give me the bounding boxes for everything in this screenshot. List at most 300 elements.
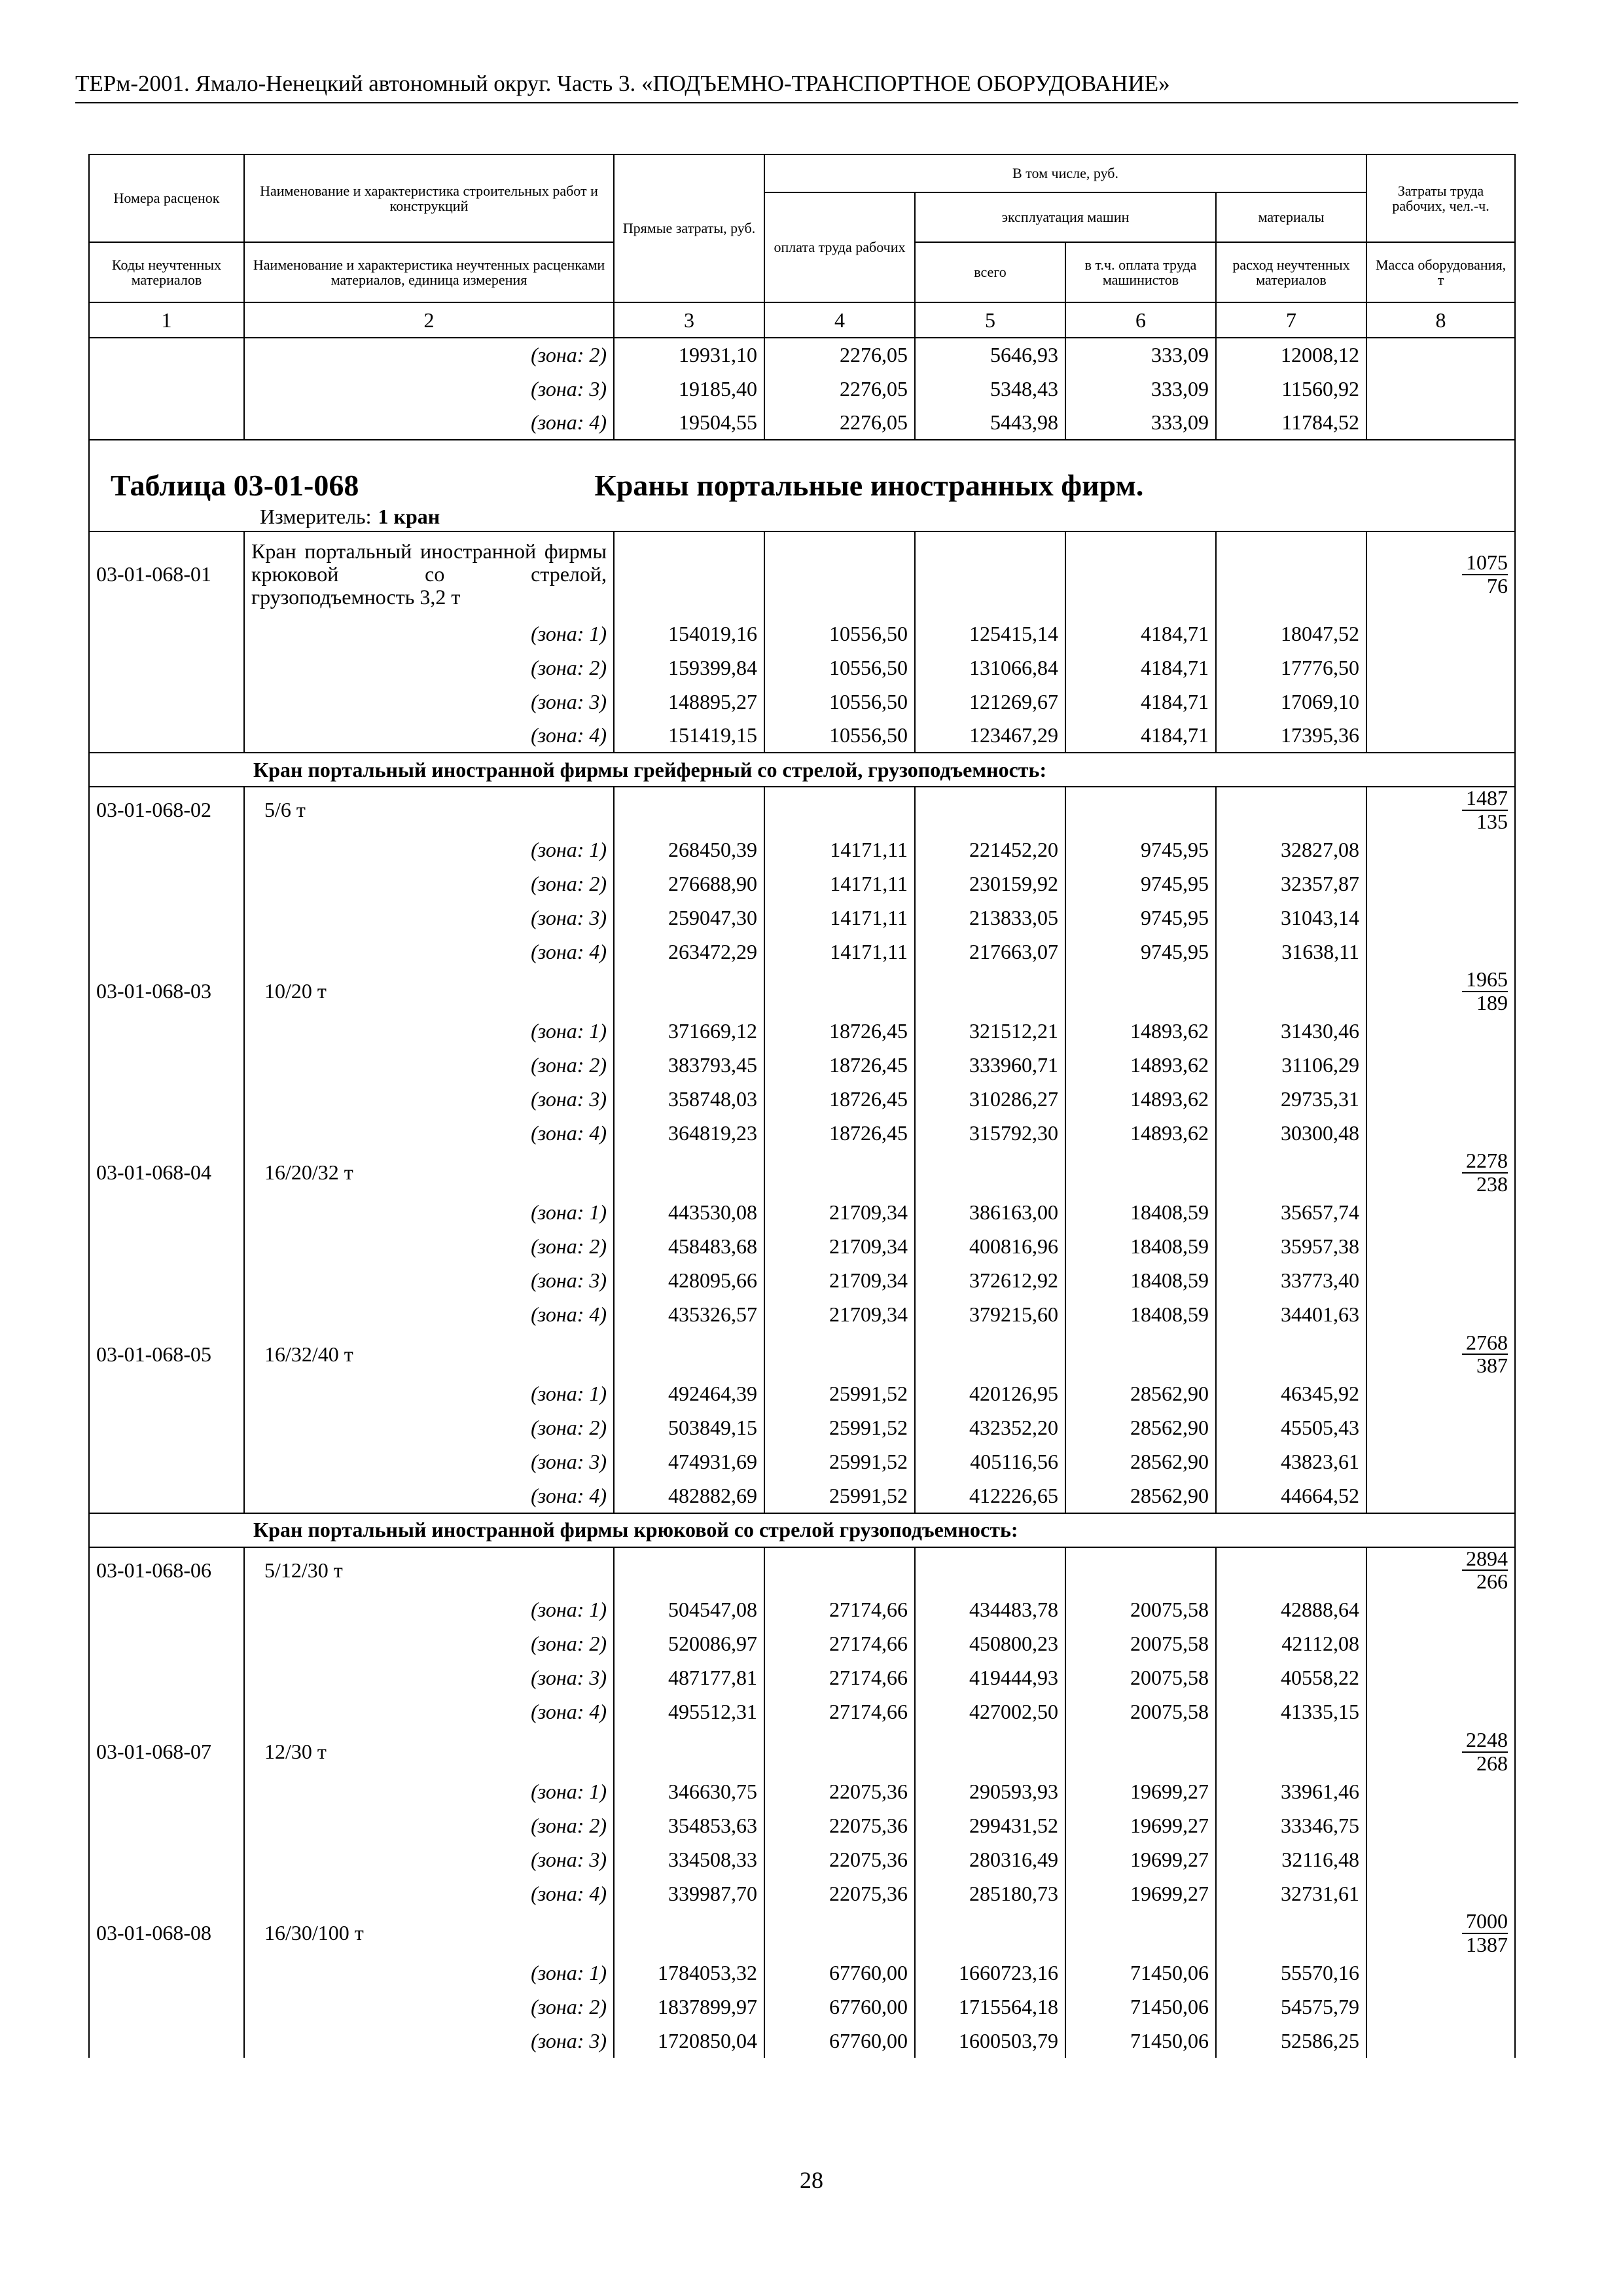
- value-cell: 339987,70: [614, 1876, 764, 1910]
- item-name: 5/12/30 т: [244, 1547, 614, 1593]
- zone-label: (зона: 4): [244, 1876, 614, 1910]
- mass-cell: [1366, 1842, 1515, 1876]
- value-cell: 268450,39: [614, 833, 764, 867]
- mass-cell: [1366, 1264, 1515, 1298]
- value-cell: 71450,06: [1065, 2024, 1216, 2058]
- value-cell: 32827,08: [1216, 833, 1366, 867]
- code-cell: [89, 1695, 244, 1729]
- zone-row: [89, 1842, 1515, 1876]
- value-cell: 35657,74: [1216, 1196, 1366, 1230]
- value-cell: 520086,97: [614, 1627, 764, 1661]
- zone-row: [89, 1048, 1515, 1082]
- value-cell: 443530,08: [614, 1196, 764, 1230]
- value-cell: 2276,05: [764, 338, 915, 372]
- zone-label: (зона: 1): [244, 833, 614, 867]
- value-cell: 5348,43: [915, 372, 1065, 406]
- value-cell: 27174,66: [764, 1627, 915, 1661]
- labor-hours: 2248: [1462, 1729, 1508, 1753]
- item-code: 03-01-068-07: [89, 1729, 244, 1774]
- zone-label: (зона: 2): [244, 1990, 614, 2024]
- empty-cell: [1065, 1729, 1216, 1774]
- item-header-row: [89, 531, 1515, 617]
- header-labor: оплата труда рабочих: [764, 192, 915, 302]
- value-cell: 299431,52: [915, 1808, 1065, 1842]
- empty-cell: [764, 1150, 915, 1195]
- header-col2-top: Наименование и характеристика строительных работ и конструкций: [244, 154, 614, 242]
- value-cell: 333,09: [1065, 406, 1216, 440]
- labor-hours: 2278: [1462, 1150, 1508, 1174]
- zone-row: [89, 1298, 1515, 1332]
- value-cell: 20075,58: [1065, 1661, 1216, 1695]
- value-cell: 495512,31: [614, 1695, 764, 1729]
- labor-mass-fraction: [1462, 787, 1508, 833]
- equipment-mass: 268: [1476, 1751, 1508, 1775]
- value-cell: 31430,46: [1216, 1014, 1366, 1048]
- code-cell: [89, 1627, 244, 1661]
- labor-mass-fraction: [1462, 1548, 1508, 1593]
- column-number: 6: [1065, 302, 1216, 338]
- value-cell: 358748,03: [614, 1082, 764, 1116]
- empty-cell: [1065, 531, 1216, 617]
- zone-row: [89, 1695, 1515, 1729]
- mass-cell: [1366, 833, 1515, 867]
- empty-cell: [764, 969, 915, 1014]
- header-total: всего: [915, 242, 1065, 302]
- section-row: [89, 1513, 1515, 1547]
- zone-row: [89, 1264, 1515, 1298]
- zone-row: [89, 1593, 1515, 1627]
- code-cell: [89, 617, 244, 651]
- value-cell: 21709,34: [764, 1196, 915, 1230]
- value-cell: 420126,95: [915, 1377, 1065, 1411]
- mass-cell: [1366, 1445, 1515, 1479]
- labor-hours: 1487: [1462, 787, 1508, 811]
- value-cell: 20075,58: [1065, 1627, 1216, 1661]
- code-cell: [89, 1116, 244, 1150]
- value-cell: 28562,90: [1065, 1411, 1216, 1445]
- value-cell: 1784053,32: [614, 1956, 764, 1990]
- value-cell: 27174,66: [764, 1593, 915, 1627]
- column-number: 7: [1216, 302, 1366, 338]
- mass-cell: [1366, 651, 1515, 685]
- zone-row: [89, 1445, 1515, 1479]
- value-cell: 55570,16: [1216, 1956, 1366, 1990]
- code-cell: [89, 1230, 244, 1264]
- empty-cell: [1216, 969, 1366, 1014]
- value-cell: 35957,38: [1216, 1230, 1366, 1264]
- zone-row: [89, 1014, 1515, 1048]
- mass-cell: [1366, 1593, 1515, 1627]
- value-cell: 25991,52: [764, 1479, 915, 1513]
- value-cell: 315792,30: [915, 1116, 1065, 1150]
- empty-cell: [764, 1729, 915, 1774]
- value-cell: 11784,52: [1216, 406, 1366, 440]
- zone-row: [89, 1116, 1515, 1150]
- empty-cell: [1216, 1150, 1366, 1195]
- value-cell: 333,09: [1065, 338, 1216, 372]
- value-cell: 18408,59: [1065, 1264, 1216, 1298]
- zone-label: (зона: 3): [244, 1082, 614, 1116]
- code-cell: [89, 1264, 244, 1298]
- value-cell: 412226,65: [915, 1479, 1065, 1513]
- value-cell: 28562,90: [1065, 1377, 1216, 1411]
- mass-cell: [1366, 1990, 1515, 2024]
- value-cell: 4184,71: [1065, 651, 1216, 685]
- value-cell: 2276,05: [764, 372, 915, 406]
- zone-row: [89, 1377, 1515, 1411]
- code-cell: [89, 651, 244, 685]
- header-materials-bottom: расход неучтенных материалов: [1216, 242, 1366, 302]
- labor-mass-fraction: [1462, 969, 1508, 1014]
- empty-cell: [915, 1547, 1065, 1593]
- zone-row: [89, 651, 1515, 685]
- value-cell: 1837899,97: [614, 1990, 764, 2024]
- value-cell: 383793,45: [614, 1048, 764, 1082]
- mass-cell: [1366, 1876, 1515, 1910]
- value-cell: 474931,69: [614, 1445, 764, 1479]
- zone-label: (зона: 2): [244, 1627, 614, 1661]
- value-cell: 364819,23: [614, 1116, 764, 1150]
- value-cell: 67760,00: [764, 1956, 915, 1990]
- value-cell: 458483,68: [614, 1230, 764, 1264]
- value-cell: 25991,52: [764, 1411, 915, 1445]
- header-incl: В том числе, руб.: [764, 154, 1366, 192]
- item-header-row: [89, 1150, 1515, 1195]
- value-cell: 22075,36: [764, 1876, 915, 1910]
- zone-label: (зона: 2): [244, 1048, 614, 1082]
- column-number: 8: [1366, 302, 1515, 338]
- mass-cell: [1366, 1627, 1515, 1661]
- value-cell: 42112,08: [1216, 1627, 1366, 1661]
- zone-row: [89, 935, 1515, 969]
- zone-row: [89, 1808, 1515, 1842]
- mass-cell: [1366, 787, 1515, 833]
- empty-cell: [764, 531, 915, 617]
- zone-label: (зона: 2): [244, 867, 614, 901]
- mass-cell: [1366, 1082, 1515, 1116]
- value-cell: 30300,48: [1216, 1116, 1366, 1150]
- value-cell: 333960,71: [915, 1048, 1065, 1082]
- mass-cell: [1366, 1014, 1515, 1048]
- value-cell: 25991,52: [764, 1377, 915, 1411]
- code-cell: [89, 685, 244, 719]
- section-title: Кран портальный иностранной фирмы грейферный со стрелой, грузоподъемность:: [89, 753, 1515, 787]
- zone-label: (зона: 4): [244, 1298, 614, 1332]
- zone-row: [89, 1627, 1515, 1661]
- item-header-row: [89, 1729, 1515, 1774]
- value-cell: 121269,67: [915, 685, 1065, 719]
- value-cell: 41335,15: [1216, 1695, 1366, 1729]
- value-cell: 31638,11: [1216, 935, 1366, 969]
- zone-label: (зона: 1): [244, 1014, 614, 1048]
- value-cell: 31043,14: [1216, 901, 1366, 935]
- value-cell: 25991,52: [764, 1445, 915, 1479]
- zone-row: [89, 1876, 1515, 1910]
- value-cell: 18726,45: [764, 1082, 915, 1116]
- mass-cell: [1366, 1332, 1515, 1377]
- code-cell: [89, 1377, 244, 1411]
- empty-cell: [1065, 1910, 1216, 1956]
- empty-cell: [1216, 787, 1366, 833]
- value-cell: 4184,71: [1065, 617, 1216, 651]
- empty-cell: [915, 1729, 1065, 1774]
- value-cell: 14893,62: [1065, 1014, 1216, 1048]
- value-cell: 22075,36: [764, 1842, 915, 1876]
- empty-cell: [764, 1332, 915, 1377]
- header-col8-bottom: Масса оборудования, т: [1366, 242, 1515, 302]
- value-cell: 27174,66: [764, 1661, 915, 1695]
- code-cell: [89, 1661, 244, 1695]
- mass-cell: [1366, 2024, 1515, 2058]
- value-cell: 310286,27: [915, 1082, 1065, 1116]
- table-title-row: [89, 440, 1515, 503]
- mass-cell: [1366, 1695, 1515, 1729]
- value-cell: 221452,20: [915, 833, 1065, 867]
- zone-row: [89, 338, 1515, 372]
- zone-label: (зона: 2): [244, 1230, 614, 1264]
- value-cell: 19931,10: [614, 338, 764, 372]
- value-cell: 9745,95: [1065, 901, 1216, 935]
- zone-label: (зона: 3): [244, 372, 614, 406]
- mass-cell: [1366, 1479, 1515, 1513]
- item-name: 16/32/40 т: [244, 1332, 614, 1377]
- zone-label: (зона: 1): [244, 617, 614, 651]
- mass-cell: [1366, 719, 1515, 753]
- empty-cell: [614, 1547, 764, 1593]
- value-cell: 29735,31: [1216, 1082, 1366, 1116]
- item-name: 10/20 т: [244, 969, 614, 1014]
- zone-row: [89, 1661, 1515, 1695]
- item-name: 16/30/100 т: [244, 1910, 614, 1956]
- mass-cell: [1366, 1116, 1515, 1150]
- empty-cell: [1065, 1150, 1216, 1195]
- value-cell: 42888,64: [1216, 1593, 1366, 1627]
- empty-cell: [1065, 1332, 1216, 1377]
- labor-hours: 7000: [1462, 1910, 1508, 1934]
- value-cell: 400816,96: [915, 1230, 1065, 1264]
- mass-cell: [1366, 1547, 1515, 1593]
- value-cell: 33346,75: [1216, 1808, 1366, 1842]
- value-cell: 18726,45: [764, 1048, 915, 1082]
- code-cell: [89, 1479, 244, 1513]
- value-cell: 52586,25: [1216, 2024, 1366, 2058]
- zone-row: [89, 617, 1515, 651]
- table-number: Таблица 03-01-068: [111, 469, 359, 502]
- zone-label: (зона: 1): [244, 1956, 614, 1990]
- empty-cell: [1216, 1332, 1366, 1377]
- value-cell: 18408,59: [1065, 1196, 1216, 1230]
- value-cell: 280316,49: [915, 1842, 1065, 1876]
- code-cell: [89, 935, 244, 969]
- zone-row: [89, 1082, 1515, 1116]
- empty-cell: [915, 1332, 1065, 1377]
- value-cell: 19699,27: [1065, 1842, 1216, 1876]
- value-cell: 18726,45: [764, 1014, 915, 1048]
- value-cell: 346630,75: [614, 1774, 764, 1808]
- value-cell: 19699,27: [1065, 1876, 1216, 1910]
- value-cell: 18047,52: [1216, 617, 1366, 651]
- value-cell: 1715564,18: [915, 1990, 1065, 2024]
- value-cell: 334508,33: [614, 1842, 764, 1876]
- value-cell: 10556,50: [764, 651, 915, 685]
- zone-row: [89, 1196, 1515, 1230]
- value-cell: 17776,50: [1216, 651, 1366, 685]
- value-cell: 32731,61: [1216, 1876, 1366, 1910]
- empty-cell: [1065, 969, 1216, 1014]
- item-header-row: [89, 787, 1515, 833]
- zone-row: [89, 1956, 1515, 1990]
- value-cell: 434483,78: [915, 1593, 1065, 1627]
- value-cell: 21709,34: [764, 1230, 915, 1264]
- mass-cell: [1366, 1150, 1515, 1195]
- value-cell: 419444,93: [915, 1661, 1065, 1695]
- code-cell: [89, 1956, 244, 1990]
- zone-label: (зона: 4): [244, 406, 614, 440]
- meter-value: 1 кран: [378, 505, 440, 528]
- item-code: 03-01-068-02: [89, 787, 244, 833]
- code-cell: [89, 1842, 244, 1876]
- labor-hours: 2768: [1462, 1332, 1508, 1355]
- item-code: 03-01-068-08: [89, 1910, 244, 1956]
- mass-cell: [1366, 901, 1515, 935]
- value-cell: 4184,71: [1065, 685, 1216, 719]
- mass-cell: [1366, 617, 1515, 651]
- value-cell: 44664,52: [1216, 1479, 1366, 1513]
- value-cell: 22075,36: [764, 1808, 915, 1842]
- empty-cell: [1216, 531, 1366, 617]
- value-cell: 18408,59: [1065, 1298, 1216, 1332]
- equipment-mass: 76: [1487, 573, 1508, 598]
- value-cell: 20075,58: [1065, 1593, 1216, 1627]
- code-cell: [89, 867, 244, 901]
- zone-label: (зона: 3): [244, 901, 614, 935]
- zone-row: [89, 1230, 1515, 1264]
- section-title: Кран портальный иностранной фирмы крюковой со стрелой грузоподъемность:: [89, 1513, 1515, 1547]
- item-code: 03-01-068-01: [89, 531, 244, 617]
- equipment-mass: 387: [1476, 1354, 1508, 1378]
- zone-label: (зона: 4): [244, 1479, 614, 1513]
- empty-cell: [614, 1729, 764, 1774]
- equipment-mass: 238: [1476, 1172, 1508, 1196]
- value-cell: 10556,50: [764, 719, 915, 753]
- mass-cell: [1366, 1048, 1515, 1082]
- table-title-cell: [89, 440, 1515, 503]
- section-row: [89, 753, 1515, 787]
- header-machines: эксплуатация машин: [915, 192, 1216, 242]
- zone-label: (зона: 4): [244, 1116, 614, 1150]
- empty-cell: [1065, 787, 1216, 833]
- equipment-mass: 135: [1476, 809, 1508, 833]
- empty-cell: [614, 531, 764, 617]
- zone-label: (зона: 4): [244, 719, 614, 753]
- zone-label: (зона: 2): [244, 338, 614, 372]
- zone-label: (зона: 1): [244, 1593, 614, 1627]
- value-cell: 67760,00: [764, 1990, 915, 2024]
- zone-row: [89, 719, 1515, 753]
- rates-table: [88, 154, 1516, 2058]
- empty-cell: [614, 969, 764, 1014]
- code-cell: [89, 901, 244, 935]
- value-cell: 28562,90: [1065, 1445, 1216, 1479]
- value-cell: 213833,05: [915, 901, 1065, 935]
- mass-cell: [1366, 1956, 1515, 1990]
- item-header-row: [89, 1547, 1515, 1593]
- code-cell: [89, 1048, 244, 1082]
- labor-mass-fraction: [1462, 1910, 1508, 1956]
- value-cell: 148895,27: [614, 685, 764, 719]
- value-cell: 19699,27: [1065, 1774, 1216, 1808]
- meter-label: Измеритель:: [260, 505, 372, 528]
- zone-label: (зона: 1): [244, 1377, 614, 1411]
- value-cell: 333,09: [1065, 372, 1216, 406]
- labor-hours: 1075: [1462, 552, 1508, 575]
- value-cell: 10556,50: [764, 617, 915, 651]
- code-cell: [89, 1808, 244, 1842]
- zone-label: (зона: 2): [244, 1808, 614, 1842]
- code-cell: [89, 372, 244, 406]
- value-cell: 321512,21: [915, 1014, 1065, 1048]
- zone-label: (зона: 1): [244, 1196, 614, 1230]
- column-numbers-row: [89, 302, 1515, 338]
- value-cell: 40558,22: [1216, 1661, 1366, 1695]
- item-header-row: [89, 969, 1515, 1014]
- zone-row: [89, 685, 1515, 719]
- code-cell: [89, 1445, 244, 1479]
- zone-label: (зона: 3): [244, 1445, 614, 1479]
- code-cell: [89, 1990, 244, 2024]
- value-cell: 34401,63: [1216, 1298, 1366, 1332]
- item-header-row: [89, 1910, 1515, 1956]
- mass-cell: [1366, 685, 1515, 719]
- value-cell: 14893,62: [1065, 1082, 1216, 1116]
- item-code: 03-01-068-06: [89, 1547, 244, 1593]
- value-cell: 14893,62: [1065, 1048, 1216, 1082]
- value-cell: 17069,10: [1216, 685, 1366, 719]
- value-cell: 27174,66: [764, 1695, 915, 1729]
- value-cell: 19699,27: [1065, 1808, 1216, 1842]
- table-body: [89, 154, 1515, 2058]
- page-number: 28: [800, 2167, 823, 2193]
- mass-cell: [1366, 406, 1515, 440]
- value-cell: 21709,34: [764, 1264, 915, 1298]
- value-cell: 263472,29: [614, 935, 764, 969]
- mass-cell: [1366, 372, 1515, 406]
- equipment-mass: 1387: [1466, 1932, 1508, 1956]
- value-cell: 125415,14: [915, 617, 1065, 651]
- mass-cell: [1366, 338, 1515, 372]
- value-cell: 435326,57: [614, 1298, 764, 1332]
- value-cell: 17395,36: [1216, 719, 1366, 753]
- value-cell: 1720850,04: [614, 2024, 764, 2058]
- empty-cell: [1216, 1729, 1366, 1774]
- header-materials: материалы: [1216, 192, 1366, 242]
- zone-row: [89, 406, 1515, 440]
- header-col1-top: Номера расценок: [89, 154, 244, 242]
- empty-cell: [614, 1332, 764, 1377]
- empty-cell: [764, 1910, 915, 1956]
- mass-cell: [1366, 1808, 1515, 1842]
- code-cell: [89, 833, 244, 867]
- running-head: ТЕРм-2001. Ямало-Ненецкий автономный округ. Часть 3. «ПОДЪЕМНО-ТРАНСПОРТНОЕ ОБОРУДОВАНИЕ»: [75, 71, 1518, 103]
- code-cell: [89, 1196, 244, 1230]
- zone-row: [89, 833, 1515, 867]
- value-cell: 285180,73: [915, 1876, 1065, 1910]
- value-cell: 290593,93: [915, 1774, 1065, 1808]
- labor-mass-fraction: [1462, 552, 1508, 597]
- value-cell: 71450,06: [1065, 1956, 1216, 1990]
- zone-row: [89, 372, 1515, 406]
- value-cell: 371669,12: [614, 1014, 764, 1048]
